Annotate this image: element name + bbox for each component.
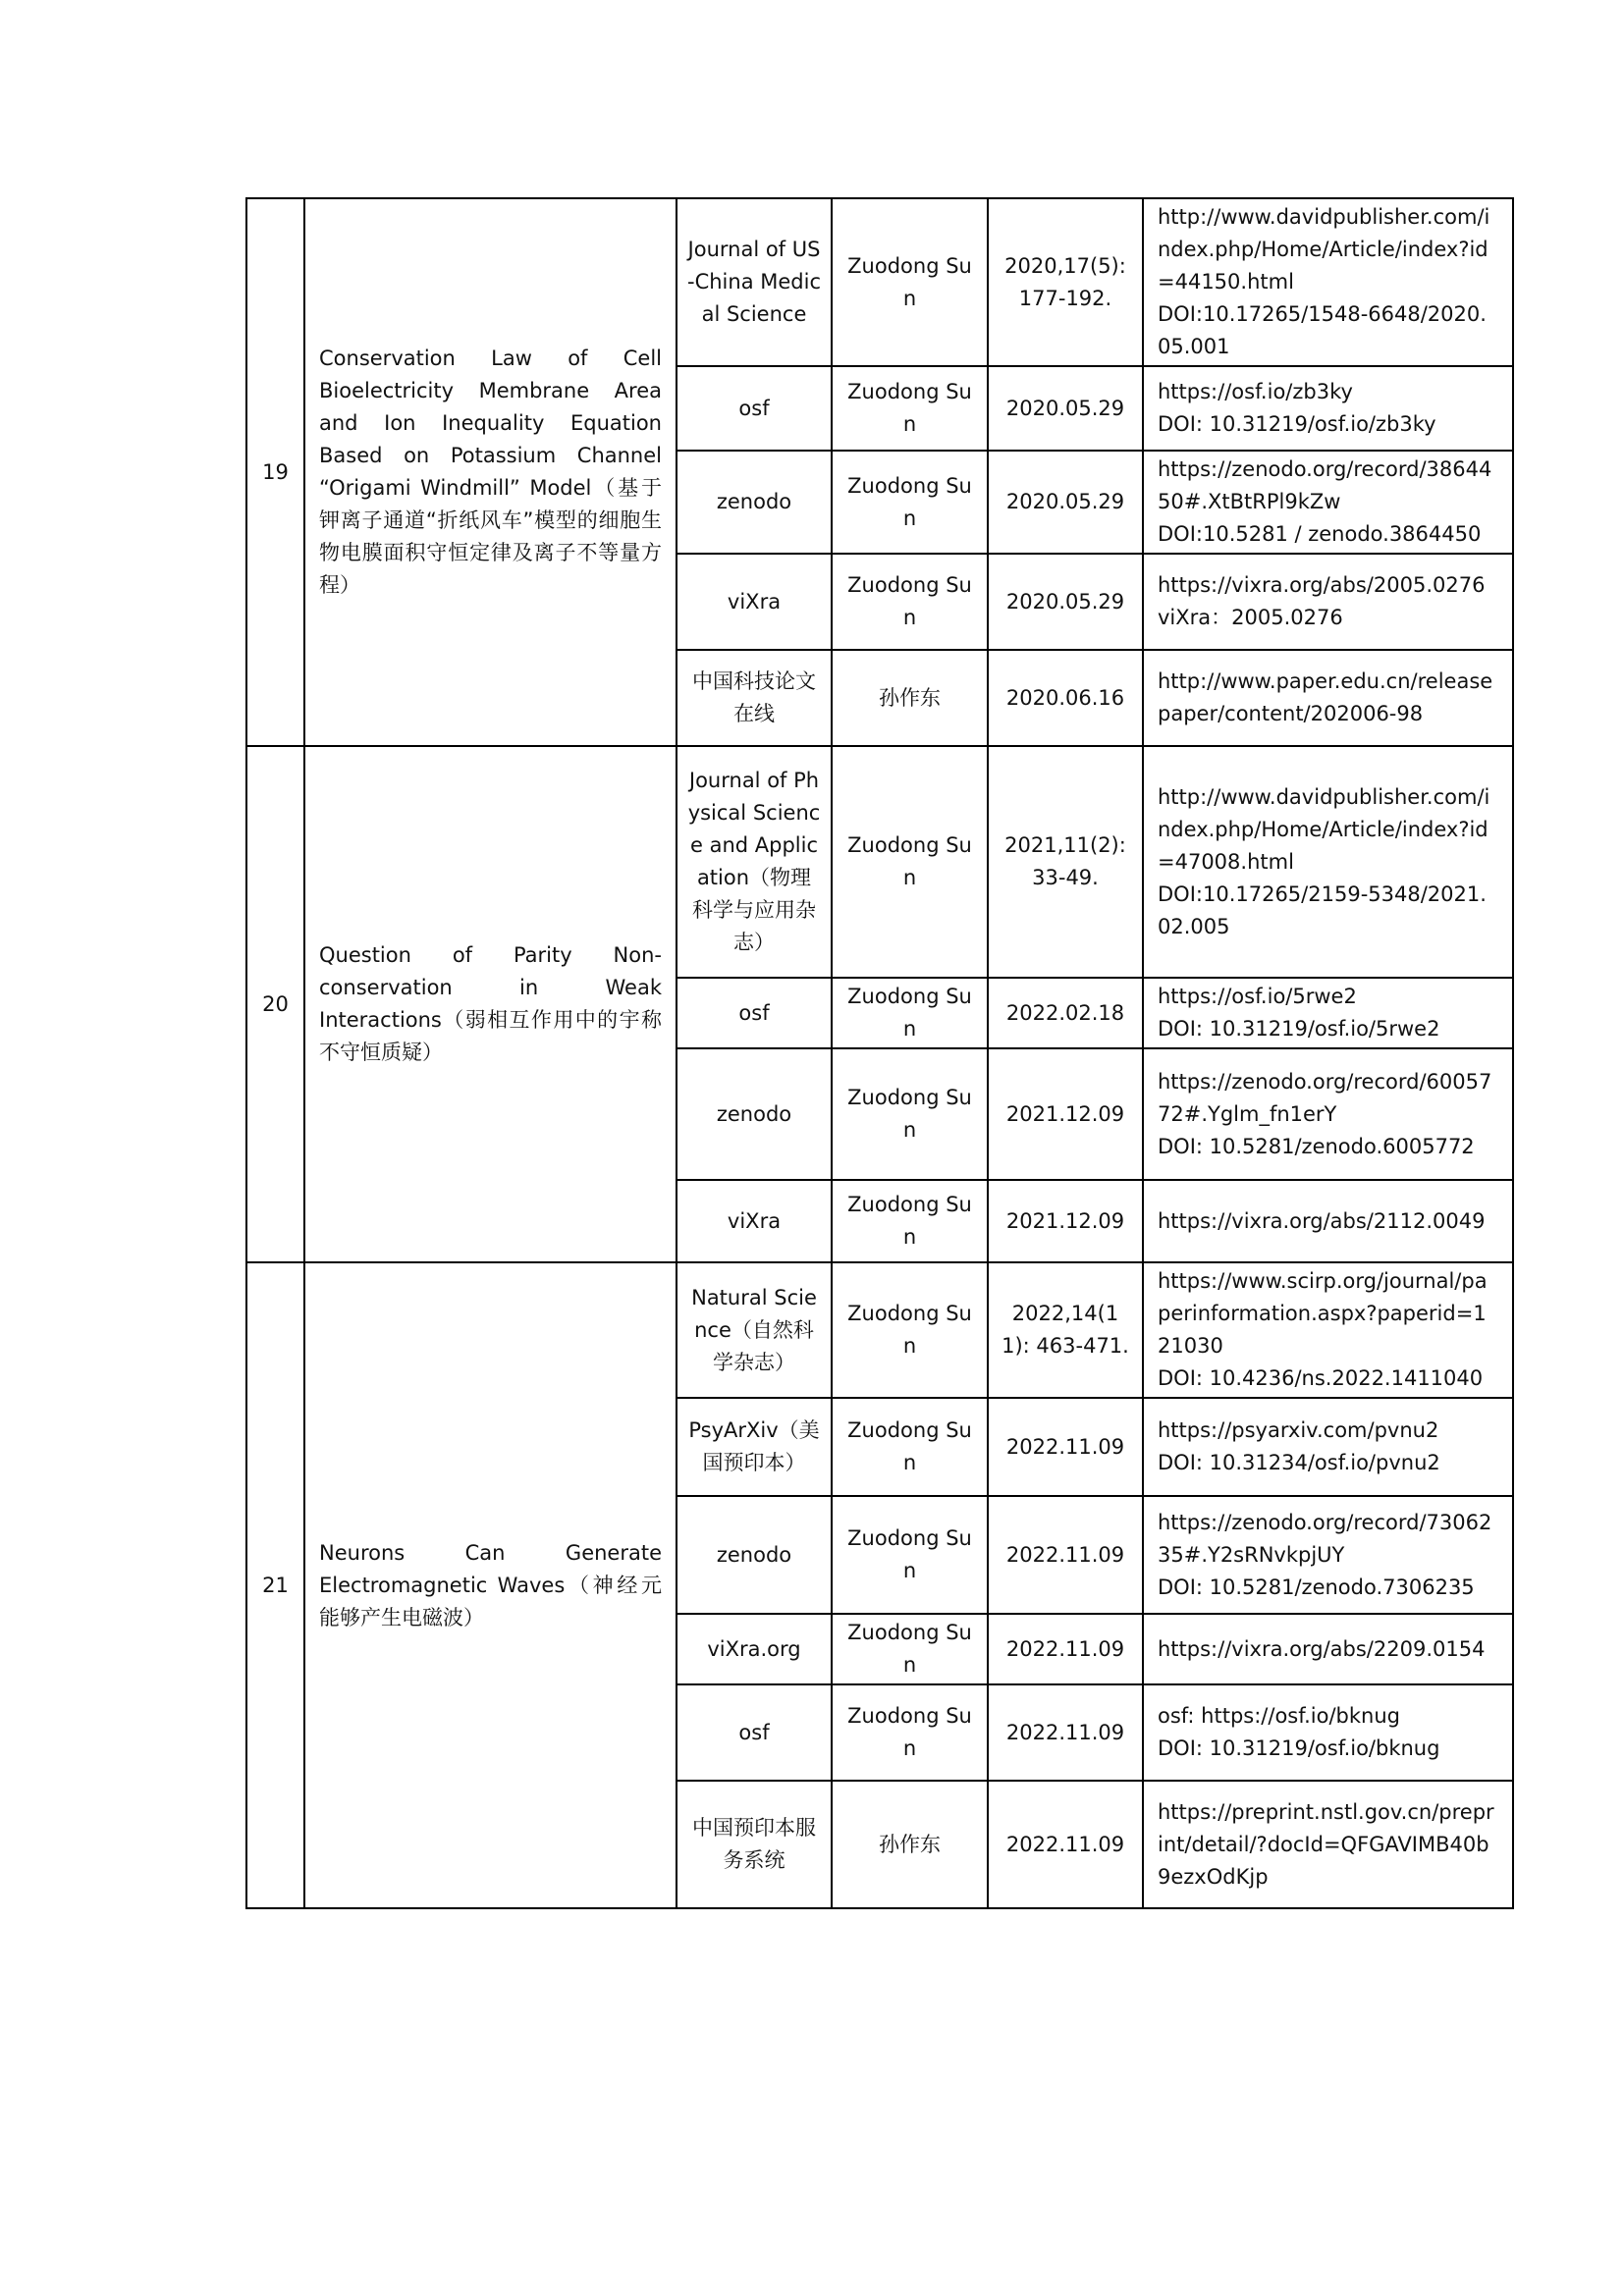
url-link[interactable]: http://www.davidpublisher.com/index.php/Home/Article/index?id=44150.html — [1158, 205, 1490, 294]
publication-date: 2022.11.09 — [988, 1614, 1143, 1684]
publication-date: 2022.11.09 — [988, 1781, 1143, 1908]
doi-text: DOI: 10.31219/osf.io/zb3ky — [1158, 412, 1436, 436]
link-cell — [1143, 650, 1513, 746]
link-cell — [1143, 1398, 1513, 1496]
author: Zuodong Sun — [832, 366, 988, 451]
author: 孙作东 — [832, 650, 988, 746]
author: Zuodong Sun — [832, 1496, 988, 1614]
table-row — [246, 1262, 1513, 1398]
url-link[interactable]: https://zenodo.org/record/7306235#.Y2sRNvkpjUY — [1158, 1510, 1492, 1567]
doi-text: DOI: 10.31234/osf.io/pvnu2 — [1158, 1451, 1440, 1474]
url-link[interactable]: https://zenodo.org/record/3864450#.XtBtRPl9kZw — [1158, 457, 1492, 513]
venue: Natural Science（自然科学杂志） — [677, 1262, 832, 1398]
entry-number: 20 — [246, 746, 304, 1262]
url-link[interactable]: https://osf.io/5rwe2 — [1158, 985, 1357, 1008]
link-cell — [1143, 1614, 1513, 1684]
venue: viXra.org — [677, 1614, 832, 1684]
link-cell — [1143, 746, 1513, 978]
table-row — [246, 746, 1513, 978]
doi-text: DOI: 10.31219/osf.io/bknug — [1158, 1736, 1440, 1760]
link-cell — [1143, 554, 1513, 650]
venue: 中国科技论文在线 — [677, 650, 832, 746]
author: 孙作东 — [832, 1781, 988, 1908]
publication-date: 2022.11.09 — [988, 1684, 1143, 1781]
doi-text: DOI: 10.31219/osf.io/5rwe2 — [1158, 1017, 1440, 1041]
url-link[interactable]: https://zenodo.org/record/6005772#.Yglm_fn1erY — [1158, 1069, 1492, 1126]
venue: osf — [677, 978, 832, 1048]
venue: 中国预印本服务系统 — [677, 1781, 832, 1908]
venue: Journal of Physical Science and Application（物理科学与应用杂志） — [677, 746, 832, 978]
venue: viXra — [677, 554, 832, 650]
author: Zuodong Sun — [832, 1614, 988, 1684]
publication-date: 2022,14(11): 463-471. — [988, 1262, 1143, 1398]
publication-date: 2021.12.09 — [988, 1180, 1143, 1262]
doi-text: viXra：2005.0276 — [1158, 606, 1343, 629]
url-link[interactable]: https://vixra.org/abs/2112.0049 — [1158, 1208, 1486, 1233]
url-link[interactable]: https://osf.io/zb3ky — [1158, 380, 1353, 403]
url-link[interactable]: https://preprint.nstl.gov.cn/preprint/detail/?docId=QFGAVIMB40b9ezxOdKjp — [1158, 1799, 1494, 1889]
venue: PsyArXiv（美国预印本） — [677, 1398, 832, 1496]
author: Zuodong Sun — [832, 978, 988, 1048]
table-row — [246, 198, 1513, 366]
doi-text: DOI: 10.4236/ns.2022.1411040 — [1158, 1366, 1484, 1390]
link-cell — [1143, 1684, 1513, 1781]
venue: zenodo — [677, 1496, 832, 1614]
author: Zuodong Sun — [832, 1180, 988, 1262]
url-link[interactable]: https://vixra.org/abs/2005.0276 — [1158, 573, 1486, 597]
publication-date: 2021,11(2): 33-49. — [988, 746, 1143, 978]
venue: osf — [677, 1684, 832, 1781]
url-link[interactable]: http://www.davidpublisher.com/index.php/Home/Article/index?id=47008.html — [1158, 784, 1490, 874]
venue: zenodo — [677, 1048, 832, 1180]
entry-number: 21 — [246, 1262, 304, 1908]
author: Zuodong Sun — [832, 1398, 988, 1496]
link-cell — [1143, 1180, 1513, 1262]
publication-date: 2020.05.29 — [988, 451, 1143, 554]
url-link[interactable]: http://www.paper.edu.cn/releasepaper/content/202006-98 — [1158, 669, 1493, 725]
author: Zuodong Sun — [832, 451, 988, 554]
paper-title: Question of Parity Non-conservation in Weak Interactions（弱相互作用中的宇称不守恒质疑） — [304, 746, 677, 1262]
publication-date: 2021.12.09 — [988, 1048, 1143, 1180]
publication-date: 2022.02.18 — [988, 978, 1143, 1048]
publication-date: 2020,17(5): 177-192. — [988, 198, 1143, 366]
doi-text: DOI: 10.5281/zenodo.6005772 — [1158, 1134, 1475, 1158]
url-link[interactable]: https://vixra.org/abs/2209.0154 — [1158, 1636, 1486, 1661]
author: Zuodong Sun — [832, 1048, 988, 1180]
doi-text: DOI:10.5281 / zenodo.3864450 — [1158, 522, 1482, 546]
author: Zuodong Sun — [832, 746, 988, 978]
publication-date: 2020.06.16 — [988, 650, 1143, 746]
publication-date: 2020.05.29 — [988, 366, 1143, 451]
link-cell — [1143, 1496, 1513, 1614]
venue: Journal of US-China Medical Science — [677, 198, 832, 366]
paper-title: Neurons Can Generate Electromagnetic Waves（神经元能够产生电磁波） — [304, 1262, 677, 1908]
url-link[interactable]: https://psyarxiv.com/pvnu2 — [1158, 1418, 1439, 1442]
link-cell — [1143, 366, 1513, 451]
publication-date: 2020.05.29 — [988, 554, 1143, 650]
doi-text: DOI: 10.5281/zenodo.7306235 — [1158, 1575, 1475, 1599]
publication-date: 2022.11.09 — [988, 1398, 1143, 1496]
publications-table — [245, 197, 1514, 1909]
url-link[interactable]: https://www.scirp.org/journal/paperinformation.aspx?paperid=121030 — [1158, 1269, 1488, 1358]
publication-date: 2022.11.09 — [988, 1496, 1143, 1614]
venue: osf — [677, 366, 832, 451]
author: Zuodong Sun — [832, 1262, 988, 1398]
author: Zuodong Sun — [832, 198, 988, 366]
entry-number: 19 — [246, 198, 304, 746]
author: Zuodong Sun — [832, 1684, 988, 1781]
link-cell — [1143, 198, 1513, 366]
doi-text: DOI:10.17265/2159-5348/2021.02.005 — [1158, 881, 1487, 938]
author: Zuodong Sun — [832, 554, 988, 650]
paper-title: Conservation Law of Cell Bioelectricity Membrane Area and Ion Inequality Equation Based on Potassium Channel “Origami Windmill” Model（基于钾离子通道“折纸风车”模型的细胞生物电膜面积守恒定律及离子不等量方程） — [304, 198, 677, 746]
venue: zenodo — [677, 451, 832, 554]
link-cell — [1143, 1048, 1513, 1180]
doi-text: DOI:10.17265/1548-6648/2020.05.001 — [1158, 302, 1487, 358]
link-cell — [1143, 451, 1513, 554]
url-link[interactable]: osf: https://osf.io/bknug — [1158, 1704, 1400, 1728]
link-cell — [1143, 1781, 1513, 1908]
link-cell — [1143, 1262, 1513, 1398]
venue: viXra — [677, 1180, 832, 1262]
link-cell — [1143, 978, 1513, 1048]
